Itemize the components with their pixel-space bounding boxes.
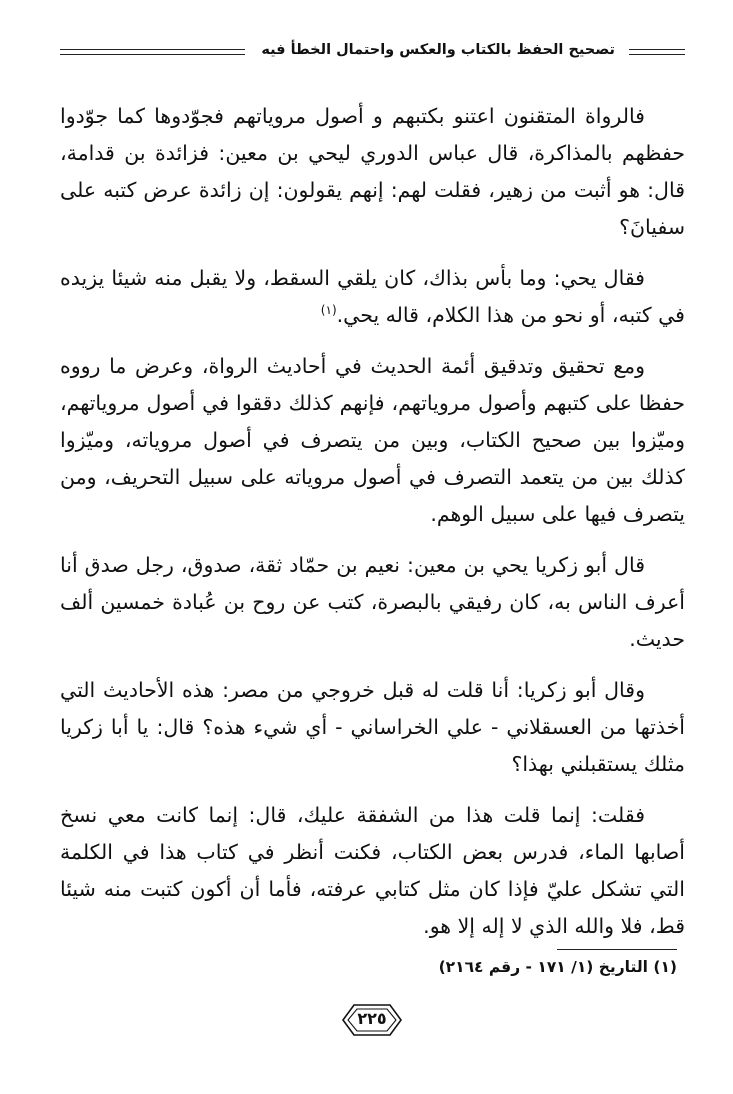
paragraph: قال أبو زكريا يحي بن معين: نعيم بن حمّاد ثقة، صدوق، رجل صدق أنا أعرف الناس به، كان رفيقي بالبصرة، كتب عن روح بن عُبادة خمسين ألف حديث. — [60, 553, 685, 651]
paragraph: فالرواة المتقنون اعتنو بكتبهم و أصول مروياتهم فجوّدوها كما جوّدوا حفظهم بالمذاكرة، قال عباس الدوري ليحي بن معين: فزائدة بن قدامة، قال: هو أثبت من زهير، فقلت لهم: إنهم يقولون: إن زائدة عرض كتبه على سفيانَ؟ — [60, 104, 685, 239]
main-text — [60, 98, 685, 945]
header-rule-right-top — [629, 49, 685, 50]
footnote-marker[interactable]: (١) — [320, 303, 337, 318]
running-header — [60, 40, 685, 70]
footnote: (١) التاريخ (١/ ١٧١ - رقم ٢١٦٤) — [438, 958, 677, 976]
paragraph-text: فقال يحي: وما بأس بذاك، كان يلقي السقط، ولا يقبل منه شيئا يزيده في كتبه، أو نحو من هذا الكلام، قاله يحي. — [60, 266, 685, 327]
page-number: ٢٢٥ — [357, 1009, 387, 1028]
paragraph: وقال أبو زكريا: أنا قلت له قبل خروجي من مصر: هذه الأحاديث التي أخذتها من العسقلاني - علي الخراساني - أي شيء هذه؟ قال: يا أبا زكريا مثلك يستقبلني بهذا؟ — [60, 678, 685, 776]
header-rule-left-top — [60, 49, 245, 50]
paragraph: ومع تحقيق وتدقيق أئمة الحديث في أحاديث الرواة، وعرض ما رووه حفظا على كتبهم وأصول مروياتهم، فإنهم كذلك دققوا في أصول مروياتهم، وميّزوا بين صحيح الكتاب، وبين من يتصرف في أصول مروياته، وميّزوا كذلك بين من يتعمد التصرف في أصول مروياته على سبيل التحريف، ومن يتصرف فيها على سبيل الوهم. — [60, 354, 685, 526]
paragraph: فقلت: إنما قلت هذا من الشفقة عليك، قال: إنما كانت معي نسخ أصابها الماء، فدرس بعض الكتاب، فكنت أنظر في كتاب هذا في الكلمة التي تشكل عليّ فإذا كان مثل كتابي عرفته، فأما أن أكون كتبت منه شيئا قط، فلا والله الذي لا إله إلا هو. — [60, 803, 685, 938]
header-rule-left-bottom — [60, 54, 245, 55]
header-title: تصحيح الحفظ بالكتاب والعكس واحتمال الخطأ فيه — [261, 42, 615, 58]
footnote-separator — [557, 949, 677, 950]
page-number-badge — [340, 1002, 404, 1038]
paragraph-with-footnote — [60, 260, 685, 334]
header-rule-right-bottom — [629, 54, 685, 55]
